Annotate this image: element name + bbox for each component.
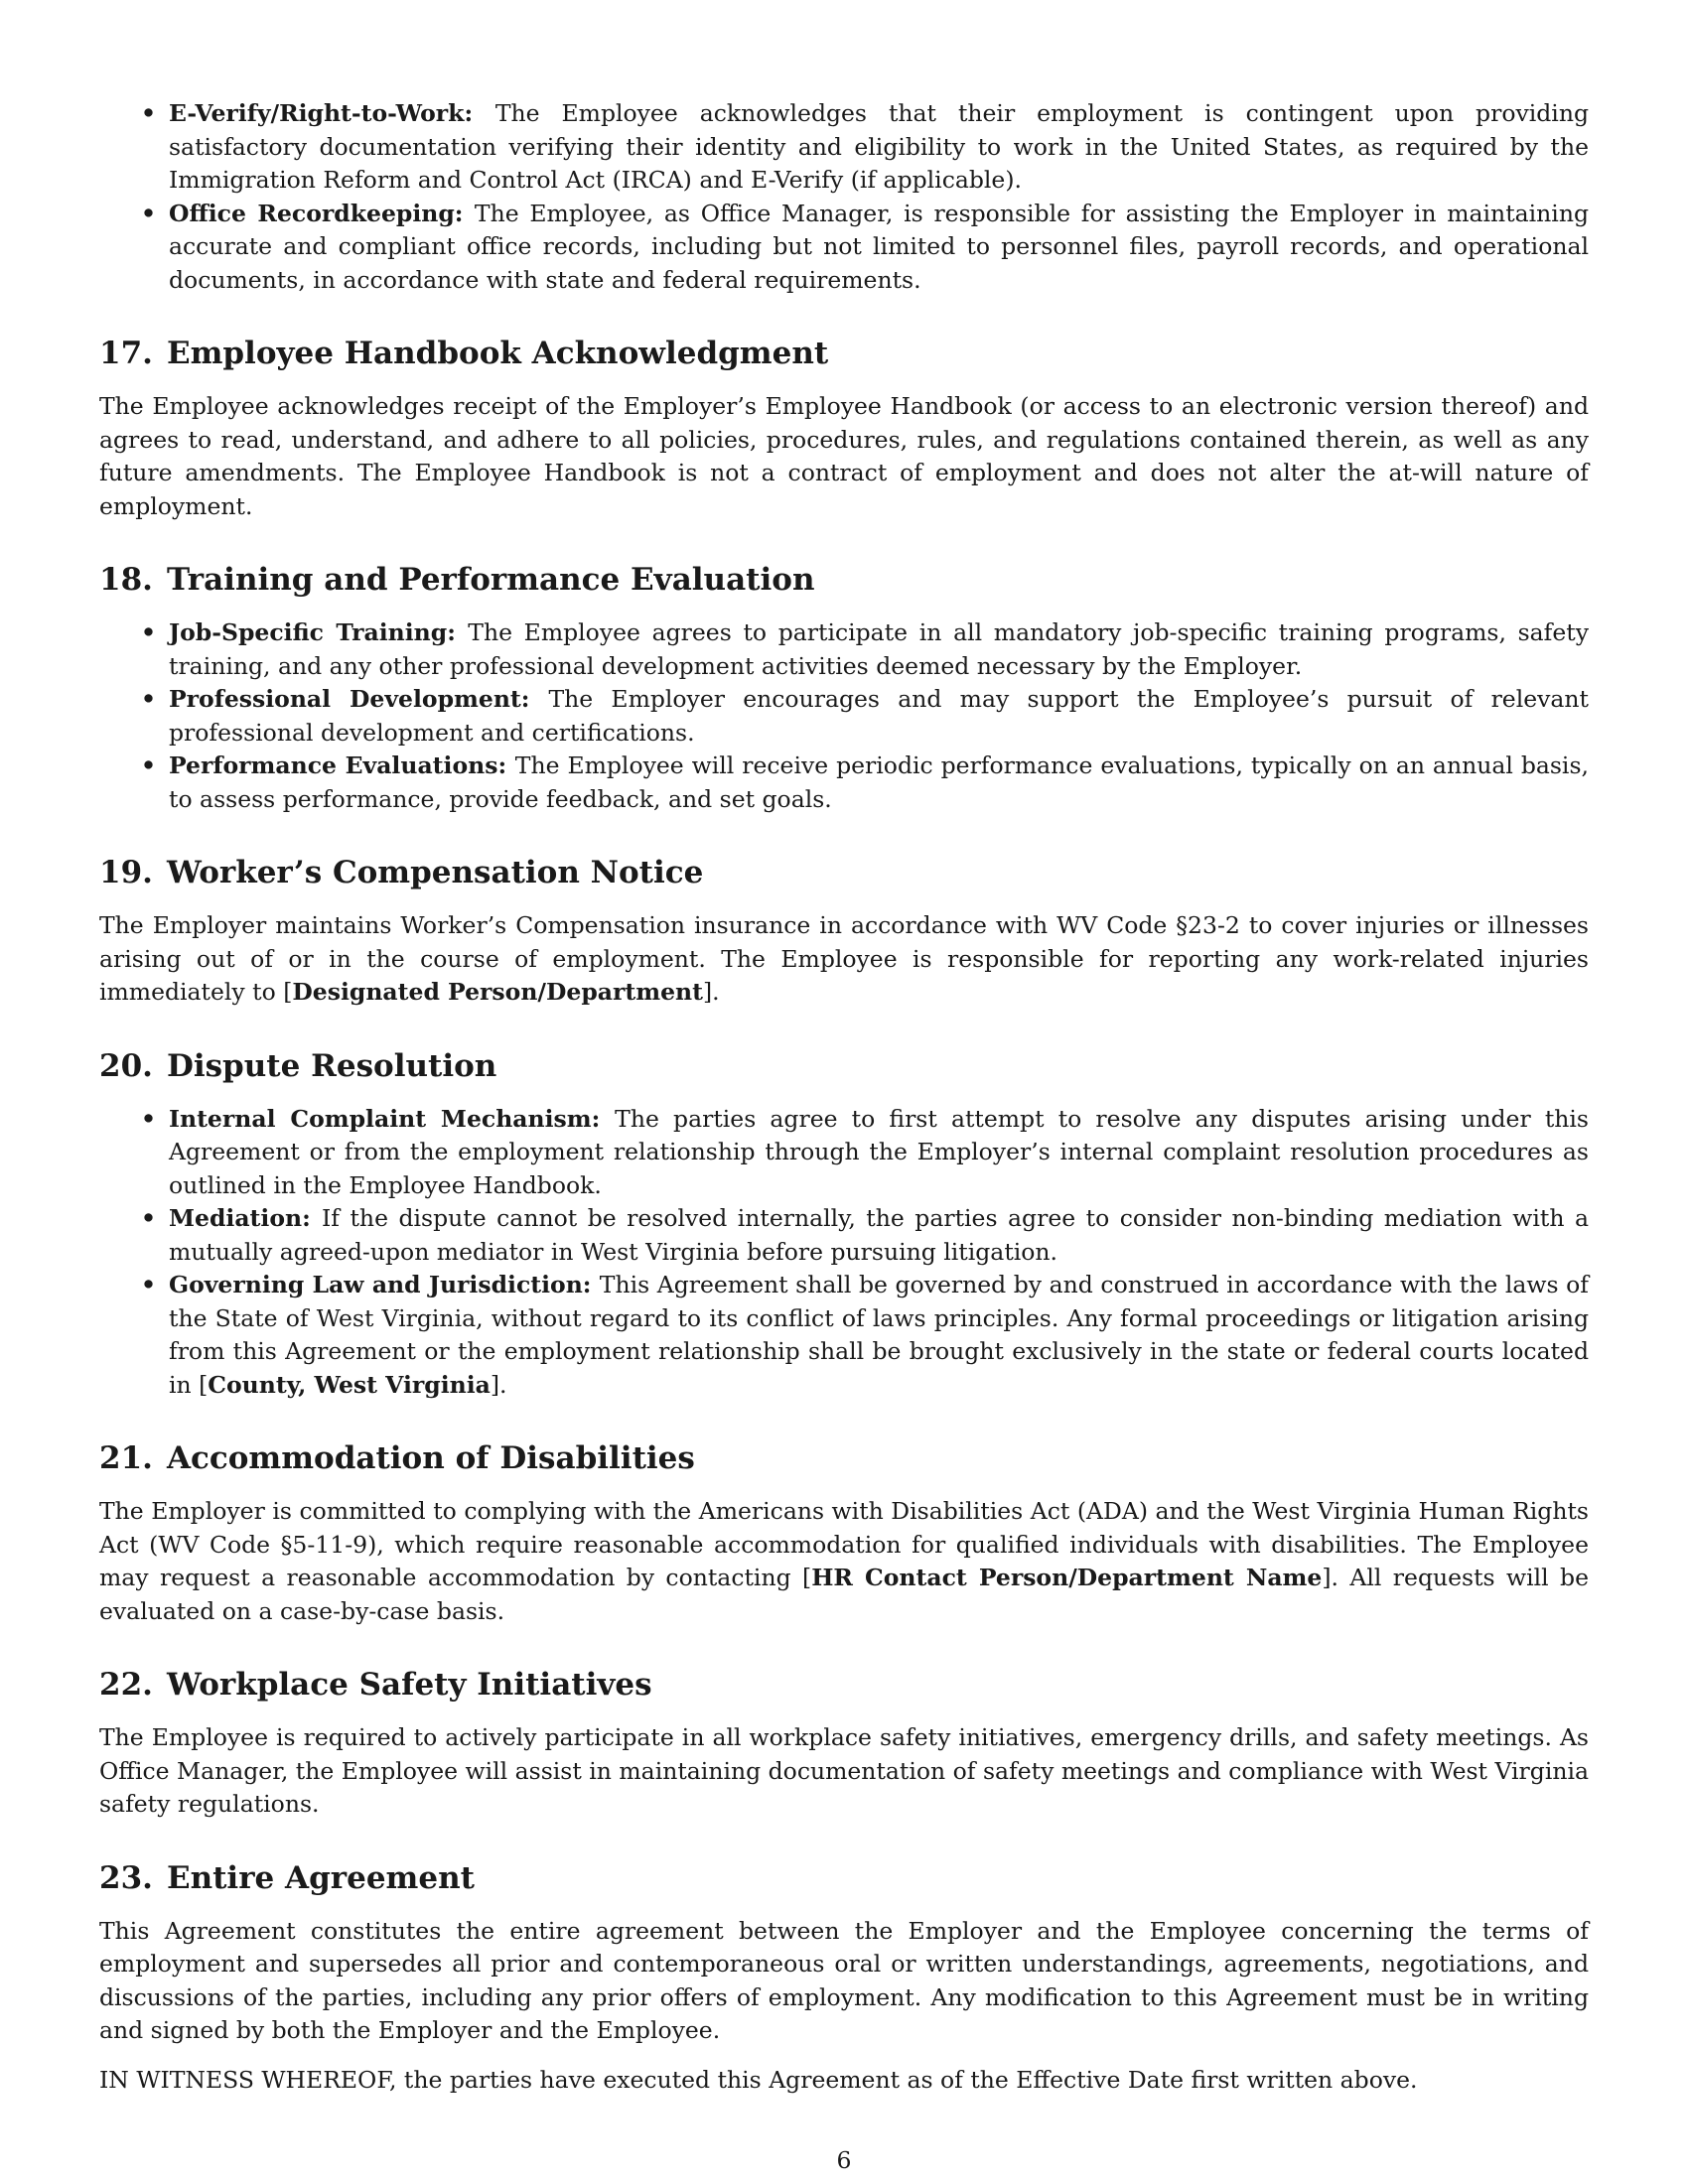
list-item bbox=[141, 616, 1589, 683]
section-title: Employee Handbook Acknowledgment bbox=[166, 336, 829, 371]
section-title: Worker’s Compensation Notice bbox=[166, 855, 704, 890]
bullet-label: Governing Law and Jurisdiction: bbox=[169, 1271, 600, 1298]
bullet-label: Internal Complaint Mechanism: bbox=[169, 1104, 616, 1133]
section-body-21 bbox=[99, 1495, 1589, 1628]
list-item bbox=[141, 1202, 1590, 1269]
list-item bbox=[141, 198, 1589, 298]
section-heading-20 bbox=[99, 1047, 1589, 1085]
section-heading-17 bbox=[99, 335, 1589, 372]
bullet-label: E-Verify/Right-to-Work: bbox=[169, 99, 495, 127]
section-18-bullet-list bbox=[99, 616, 1589, 816]
section-number: 20. bbox=[99, 1047, 153, 1084]
bullet-glyph: • bbox=[141, 751, 157, 779]
section-number: 22. bbox=[99, 1667, 153, 1703]
witness-clause: IN WITNESS WHEREOF, the parties have executed this Agreement as of the Effective Date first written above. bbox=[99, 2065, 1418, 2094]
bullet-glyph: • bbox=[141, 1104, 157, 1133]
section-heading-19 bbox=[99, 854, 1589, 891]
bullet-label: Professional Development: bbox=[169, 685, 549, 713]
list-item bbox=[141, 683, 1589, 750]
top-bullet-list bbox=[99, 97, 1589, 297]
section-number: 17. bbox=[99, 336, 153, 371]
placeholder-field: County, West Virginia bbox=[208, 1370, 491, 1399]
body-text: ]. bbox=[703, 978, 720, 1006]
section-number: 18. bbox=[99, 562, 153, 598]
bullet-text: The Employee will receive periodic performance evaluations, typically on an annual basis, to assess performance, provide feedback, and set goals. bbox=[169, 751, 1589, 813]
section-title: Training and Performance Evaluation bbox=[166, 562, 815, 598]
bullet-label: Office Recordkeeping: bbox=[169, 199, 475, 227]
page-number: 6 bbox=[836, 2146, 852, 2174]
section-20-bullet-list bbox=[99, 1103, 1589, 1403]
section-heading-22 bbox=[99, 1666, 1589, 1704]
bullet-glyph: • bbox=[141, 685, 157, 713]
bullet-label: Performance Evaluations: bbox=[169, 751, 515, 779]
section-title: Workplace Safety Initiatives bbox=[166, 1667, 652, 1703]
section-heading-18 bbox=[99, 561, 1589, 599]
bullet-text: The Employee, as Office Manager, is responsible for assisting the Employer in maintaining accurate and compliant office records, including but not limited to personnel files, payroll records, and operational documents, in accordance with state and federal requirements. bbox=[169, 199, 1589, 294]
section-title: Accommodation of Disabilities bbox=[166, 1440, 695, 1476]
bullet-text: The parties agree to first attempt to resolve any disputes arising under this Agreement or from the employment relationship through the Employer’s internal complaint resolution procedures as outlined in the Employee Handbook. bbox=[169, 1104, 1589, 1199]
section-number: 21. bbox=[99, 1440, 153, 1476]
section-title: Entire Agreement bbox=[166, 1859, 475, 1896]
section-title: Dispute Resolution bbox=[166, 1047, 497, 1084]
list-item bbox=[141, 1103, 1589, 1203]
bullet-label: Mediation: bbox=[169, 1204, 322, 1232]
section-heading-21 bbox=[99, 1439, 1589, 1477]
section-heading-23 bbox=[99, 1859, 1589, 1897]
list-item bbox=[141, 1269, 1589, 1402]
body-text: The Employer maintains Worker’s Compensation insurance in accordance with WV Code §23-2 to cover injuries or illnesses arising out of or in the course of employment. The Employee is responsible for reporting any work-related injuries immediately to [ bbox=[99, 911, 1589, 1006]
section-body-17: The Employee acknowledges receipt of the Employer’s Employee Handbook (or access to an electronic version thereof) and agrees to read, understand, and adhere to all policies, procedures, rules, and regulations contained therein, as well as any future amendments. The Employee Handbook is not a contract of employment and does not alter the at-will nature of employment. bbox=[99, 392, 1589, 520]
list-item bbox=[141, 97, 1589, 198]
bullet-text: The Employer encourages and may support the Employee’s pursuit of relevant professional development and certifications. bbox=[169, 685, 1589, 747]
bullet-glyph: • bbox=[141, 1271, 157, 1298]
section-body-19 bbox=[99, 909, 1589, 1010]
bullet-glyph: • bbox=[141, 199, 157, 227]
body-text: ]. All requests will be evaluated on a case-by-case basis. bbox=[99, 1564, 1589, 1625]
section-body-22: The Employee is required to actively participate in all workplace safety initiatives, emergency drills, and safety meetings. As Office Manager, the Employee will assist in maintaining documentation of safety meetings and compliance with West Virginia safety regulations. bbox=[99, 1723, 1589, 1818]
bullet-text: ]. bbox=[490, 1370, 507, 1399]
placeholder-field: HR Contact Person/Department Name bbox=[811, 1564, 1323, 1591]
bullet-text: If the dispute cannot be resolved internally, the parties agree to consider non-binding mediation with a mutually agreed-upon mediator in West Virginia before pursuing litigation. bbox=[169, 1204, 1590, 1266]
bullet-text: The Employee agrees to participate in all mandatory job-specific training programs, safety training, and any other professional development activities deemed necessary by the Employer. bbox=[169, 618, 1589, 680]
bullet-glyph: • bbox=[141, 618, 157, 646]
section-body-23: This Agreement constitutes the entire agreement between the Employer and the Employee concerning the terms of employment and supersedes all prior and contemporaneous oral or written understandings, agreements, negotiations, and discussions of the parties, including any prior offers of employment. Any modification to this Agreement must be in writing and signed by both the Employer and the Employee. bbox=[99, 1916, 1589, 2044]
placeholder-field: Designated Person/Department bbox=[292, 978, 703, 1006]
bullet-text: The Employee acknowledges that their employment is contingent upon providing satisfactory documentation verifying their identity and eligibility to work in the United States, as required by the Immigration Reform and Control Act (IRCA) and E-Verify (if applicable). bbox=[169, 99, 1589, 194]
section-number: 19. bbox=[99, 855, 153, 890]
bullet-glyph: • bbox=[141, 99, 157, 127]
list-item bbox=[141, 750, 1589, 816]
bullet-text: This Agreement shall be governed by and construed in accordance with the laws of the State of West Virginia, without regard to its conflict of laws principles. Any formal proceedings or litigation arising from this Agreement or the employment relationship shall be brought exclusively in the state or federal courts located in [ bbox=[169, 1271, 1589, 1399]
section-number: 23. bbox=[99, 1859, 153, 1896]
bullet-glyph: • bbox=[141, 1204, 157, 1232]
body-text: The Employer is committed to complying with the Americans with Disabilities Act (ADA) and the West Virginia Human Rights Act (WV Code §5-11-9), which require reasonable accommodation for qualified individuals with disabilities. The Employee may request a reasonable accommodation by contacting [ bbox=[99, 1497, 1589, 1591]
bullet-label: Job-Specific Training: bbox=[169, 618, 469, 646]
